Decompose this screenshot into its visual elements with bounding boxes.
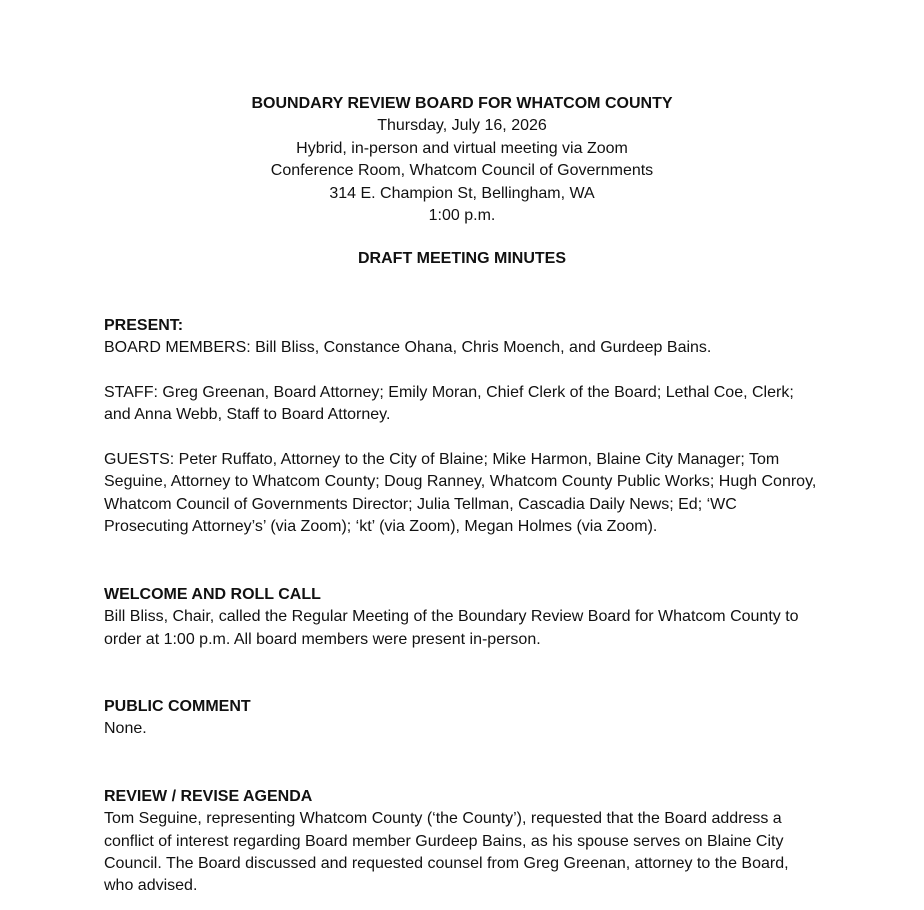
public-comment-text: None.: [104, 720, 147, 738]
meeting-date: Thursday, July 16, 2026: [377, 117, 547, 135]
staff-text: STAFF: Greg Greenan, Board Attorney; Emily Moran, Chief Clerk of the Board; Lethal Coe, Clerk; and Anna Webb, Staff to Board Attorney.: [104, 383, 794, 424]
agenda-section: [104, 786, 820, 898]
present-section: [104, 315, 820, 539]
guests-text: GUESTS: Peter Ruffato, Attorney to the City of Blaine; Mike Harmon, Blaine City Manager; Tom Seguine, Attorney to Whatcom County; Doug Ranney, Whatcom County Public Works; Hugh Conroy, Whatcom Council of Governments Director; Julia Tellman, Cascadia Daily News; Ed; ‘WC Prosecuting Attorney’s’ (via Zoom); ‘kt’ (via Zoom), Megan Holmes (via Zoom).: [104, 451, 817, 536]
meeting-time: 1:00 p.m.: [428, 207, 496, 225]
document-header: [104, 93, 820, 271]
organization-title: BOUNDARY REVIEW BOARD FOR WHATCOM COUNTY: [251, 95, 673, 112]
welcome-text: Bill Bliss, Chair, called the Regular Meeting of the Boundary Review Board for Whatcom County to order at 1:00 p.m. All board members were present in-person.: [104, 608, 799, 648]
meeting-format: Hybrid, in-person and virtual meeting via Zoom: [296, 139, 628, 157]
board-members-text: BOARD MEMBERS: Bill Bliss, Constance Ohana, Chris Moench, and Gurdeep Bains.: [104, 339, 712, 357]
welcome-heading: WELCOME AND ROLL CALL: [104, 585, 321, 603]
agenda-heading: REVIEW / REVISE AGENDA: [104, 787, 313, 805]
public-comment-section: [104, 696, 820, 741]
spacer: [104, 271, 820, 315]
welcome-section: [104, 584, 820, 651]
present-heading: PRESENT:: [104, 316, 184, 334]
agenda-text: Tom Seguine, representing Whatcom County (‘the County’), requested that the Board address a conflict of interest regarding Board member Gurdeep Bains, as his spouse serves on Blaine City Council. The Board discussed and requested counsel from Greg Greenan, attorney to the Board, who advised.: [104, 810, 789, 895]
meeting-location: Conference Room, Whatcom Council of Governments: [270, 162, 654, 180]
public-comment-heading: PUBLIC COMMENT: [104, 697, 251, 715]
document-page: [104, 93, 820, 898]
meeting-address: 314 E. Champion St, Bellingham, WA: [329, 184, 595, 202]
document-title: DRAFT MEETING MINUTES: [358, 250, 566, 268]
